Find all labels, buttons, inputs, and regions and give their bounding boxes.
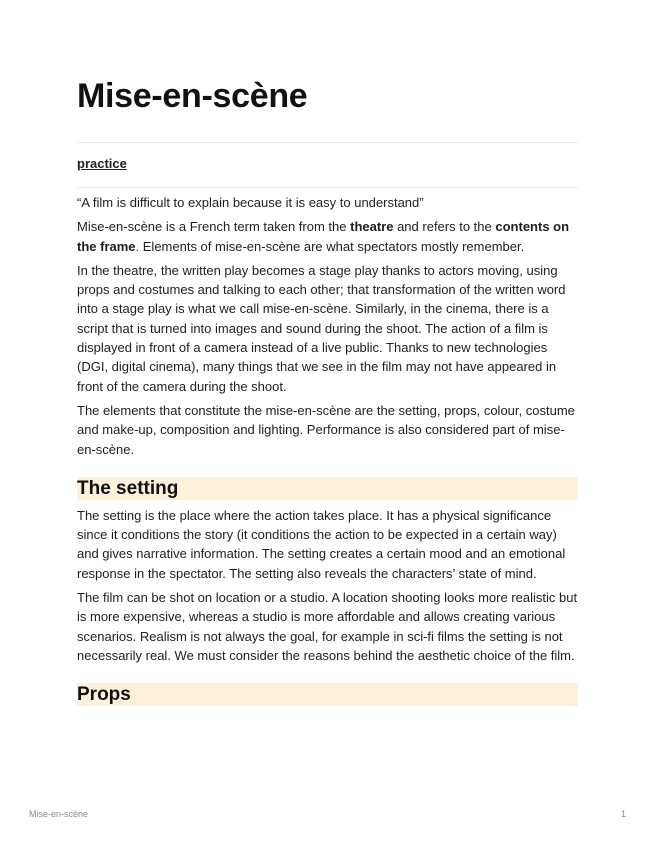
intro-bold-theatre: theatre bbox=[350, 219, 394, 235]
practice-tag-link[interactable]: practice bbox=[77, 156, 127, 171]
divider bbox=[77, 142, 578, 143]
setting-paragraph: The film can be shot on location or a studio. A location shooting looks more realistic but is more expensive, whereas a studio is more affordable and allows creating various scenarios. Realism is not always the goal, for example in sci-fi films the setting is not necessarily real. We must consider the reasons behind the aesthetic choice of the film. bbox=[77, 590, 578, 663]
section-heading-props: Props bbox=[77, 683, 578, 706]
page-title: Mise-en-scène bbox=[77, 77, 308, 115]
intro-bold-contents: contents on the frame bbox=[77, 219, 570, 254]
section-heading-setting: The setting bbox=[77, 477, 578, 500]
intro-text: . Elements of mise-en-scène are what spectators mostly remember. bbox=[135, 238, 525, 254]
footer-title: Mise-en-scène bbox=[29, 809, 89, 819]
document-body bbox=[77, 193, 578, 712]
setting-paragraph: The setting is the place where the action takes place. It has a physical significance since it conditions the story (it conditions the action to be expected in a certain way) and gives narrative information. The setting creates a certain mood and an emotional response in the spectator. The setting also reveals the characters’ state of mind. bbox=[77, 507, 566, 581]
intro-text: Mise-en-scène is a French term taken from the bbox=[77, 219, 351, 235]
quote-paragraph: “A film is difficult to explain because it is easy to understand” bbox=[77, 195, 424, 210]
intro-text: and refers to the bbox=[393, 219, 496, 235]
theatre-paragraph: In the theatre, the written play becomes a stage play thanks to actors moving, using props and costumes and talking to each other; that transformation of the written word into a stage play is what we call mise-en-scène. Similarly, in the cinema, there is a script that is turned into images and sound during the shoot. The action of a film is displayed in front of a camera instead of a live public. Thanks to new technologies (DGI, digital cinema), many things that we see in the film may not have appeared in front of the camera during the shoot. bbox=[77, 262, 566, 394]
divider bbox=[77, 187, 578, 188]
elements-paragraph: The elements that constitute the mise-en-scène are the setting, props, colour, costume and make-up, composition and lighting. Performance is also considered part of mise-en-scène. bbox=[77, 402, 575, 457]
intro-paragraph bbox=[77, 217, 578, 256]
page-number: 1 bbox=[620, 809, 626, 819]
